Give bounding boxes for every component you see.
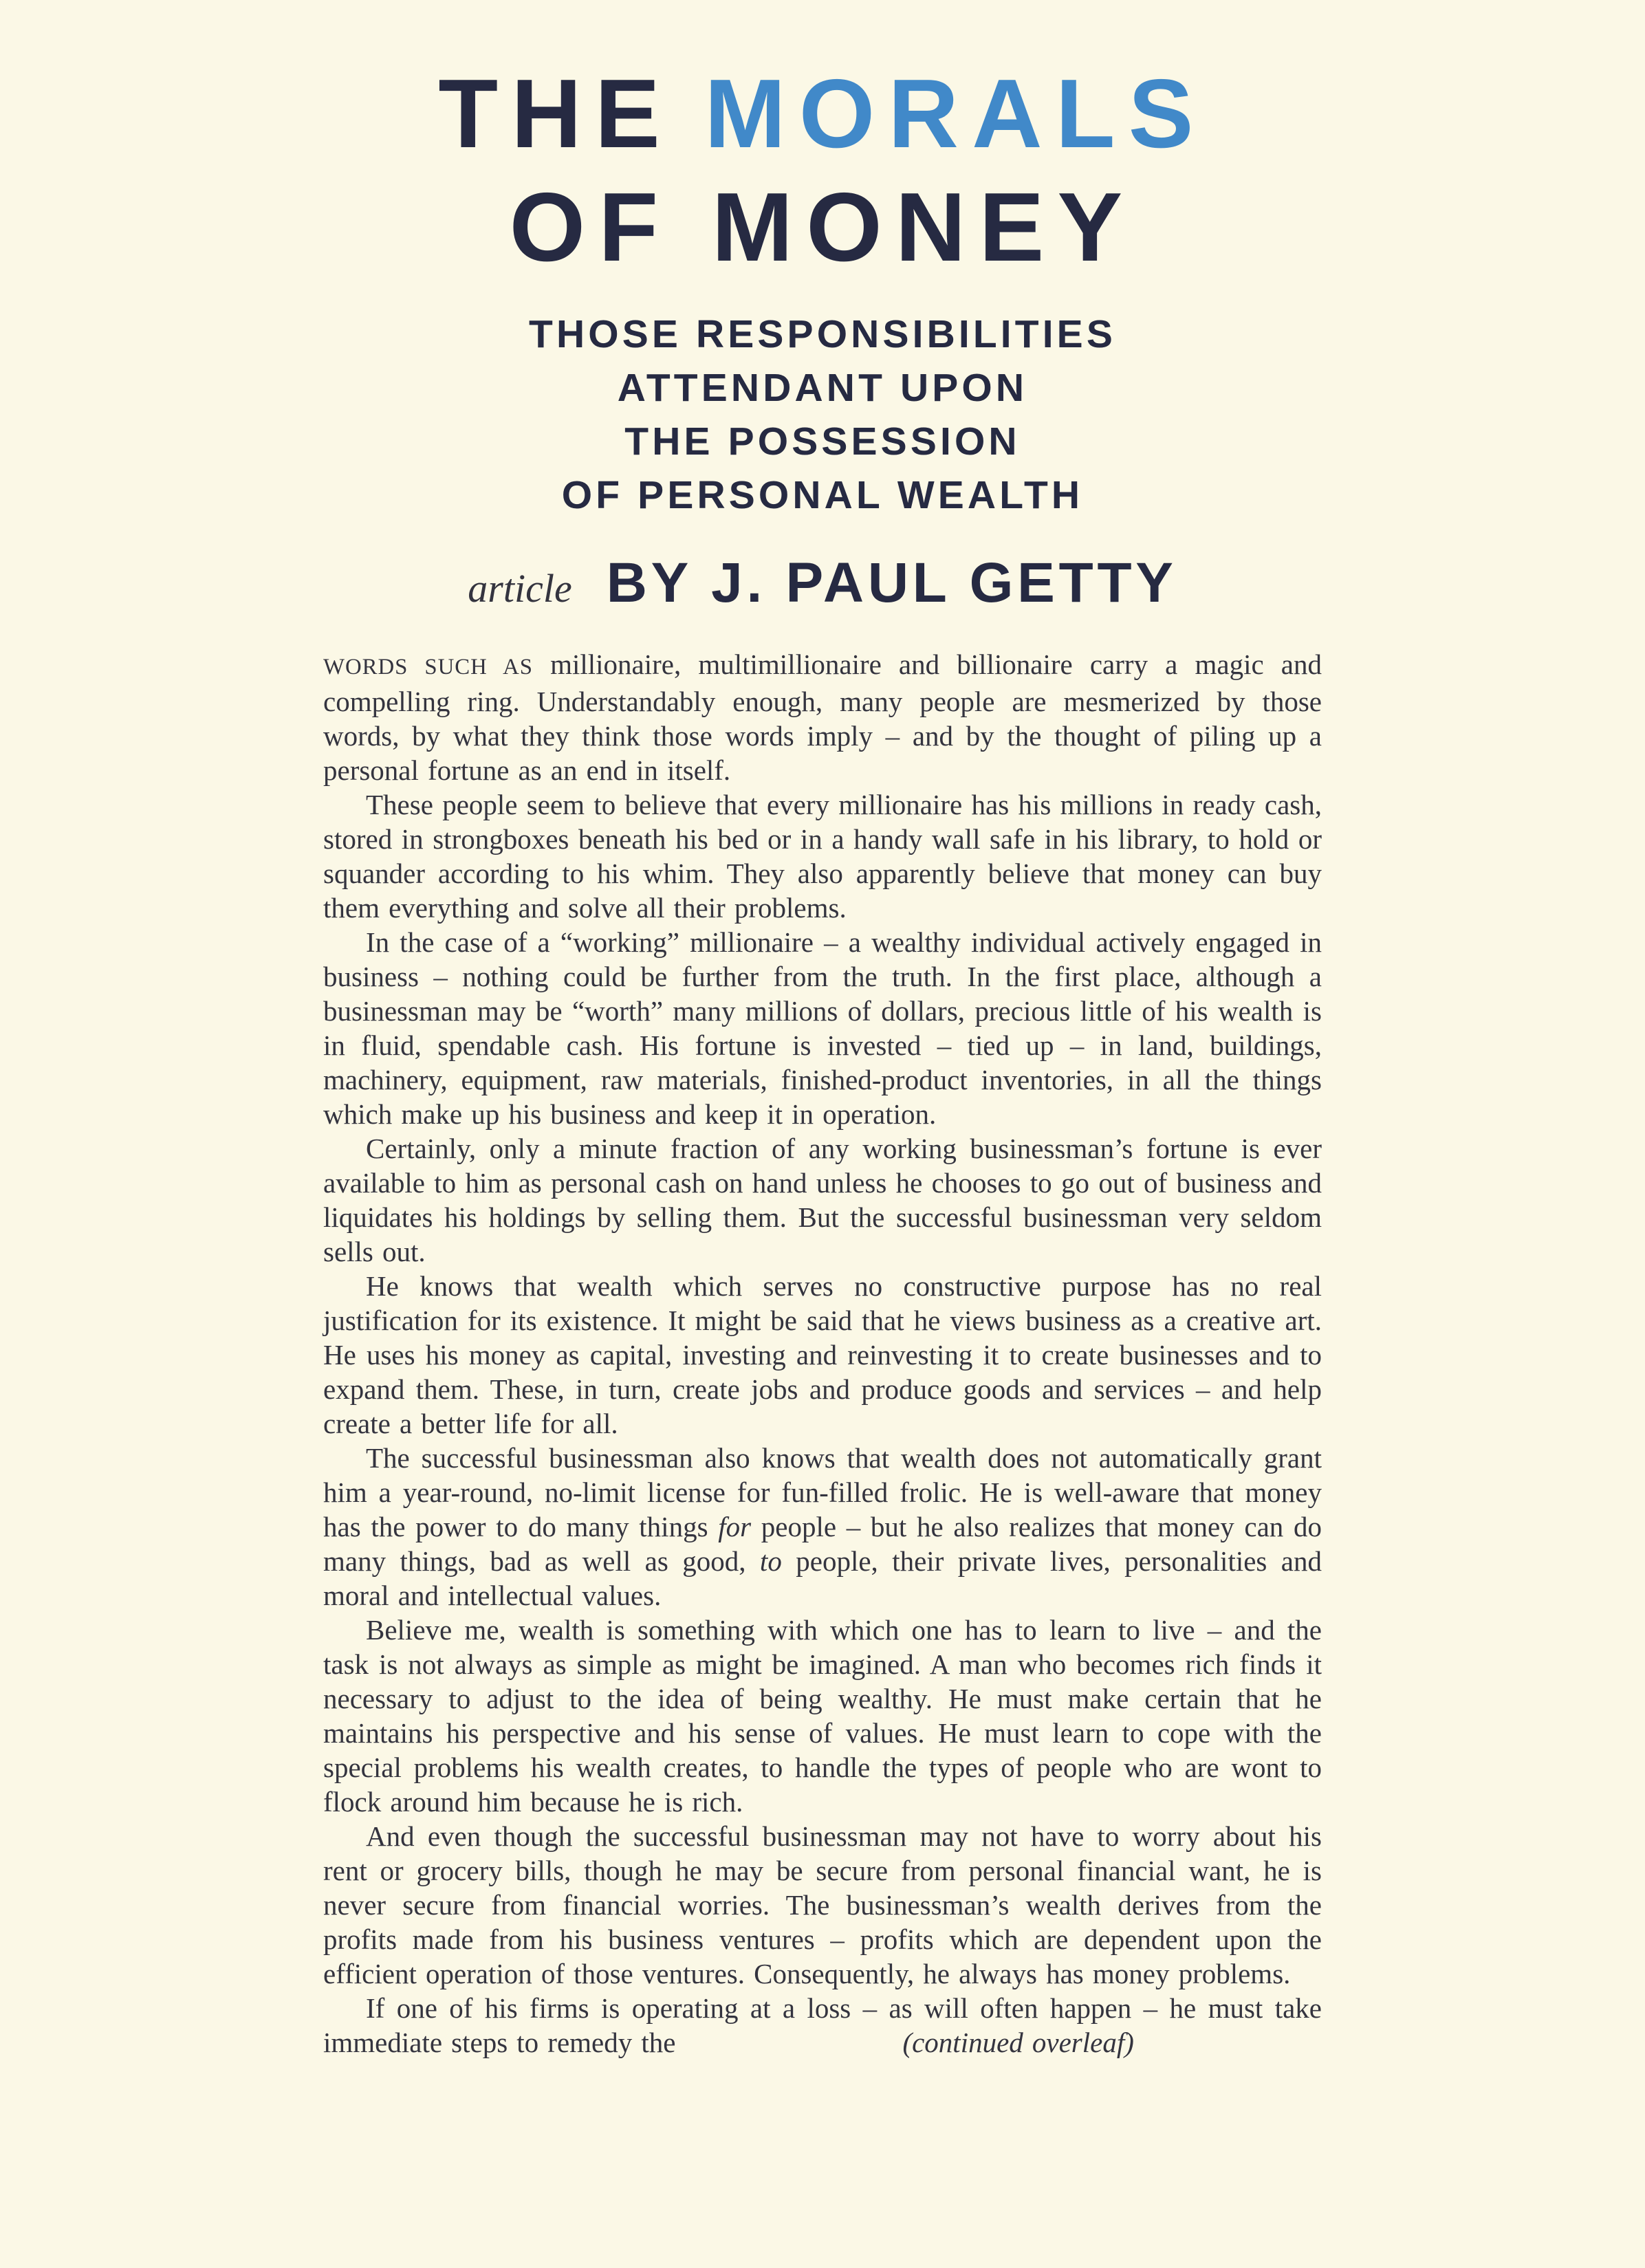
- byline: [0, 551, 1645, 615]
- paragraph-8: [323, 1819, 1322, 1991]
- body-text: Believe me, wealth is something with which one has to learn to live – and the task is not always as simple as might be imagined. A man who becomes rich finds it necessary to adjust to the idea of being wealthy. He must make certain that he maintains his perspective and his sense of values. He must learn to cope with the special problems his wealth creates, to handle the types of people who are wont to flock around him because he is rich.: [323, 1614, 1322, 1818]
- body-text: people, their private lives, personalities and moral and intellectual values.: [323, 1545, 1322, 1612]
- lead-in-smallcaps: WORDS SUCH AS: [323, 655, 533, 680]
- paragraph-3: [323, 925, 1322, 1131]
- italic-text: (continued overleaf): [902, 2027, 1134, 2059]
- byline-author: BY J. PAUL GETTY: [606, 552, 1177, 615]
- italic-text: for: [718, 1511, 752, 1543]
- subtitle-line-4: OF PERSONAL WEALTH: [561, 473, 1084, 518]
- body-text: The successful businessman also knows that wealth does not automatically grant him a year-round, no-limit license for fun-filled frolic. He is well-aware that money has the power to do many things: [323, 1442, 1322, 1543]
- italic-text: to: [759, 1545, 782, 1578]
- title-line-1: [0, 58, 1645, 171]
- article-subtitle: [0, 307, 1645, 522]
- body-text: In the case of a “working” millionaire – a wealthy individual actively engaged in business – nothing could be further from the truth. In the first place, although a businessman may be “worth” many millions of dollars, precious little of his wealth is in fluid, spendable cash. His fortune is invested – tied up – in land, buildings, machinery, equipment, raw materials, finished-product inventories, in all the things which make up his business and keep it in operation.: [323, 926, 1322, 1131]
- paragraph-9: [323, 1991, 1322, 2060]
- body-text: millionaire, multimillionaire and billionaire carry a magic and compelling ring. Understandably enough, many people are mesmerized by those words, by what they think those words imply – and by the thought of piling up a personal fortune as an end in itself.: [323, 648, 1322, 787]
- article-title: [0, 58, 1645, 284]
- title-line-2: OF MONEY: [509, 172, 1136, 282]
- paragraph-6: [323, 1441, 1322, 1613]
- body-text: Certainly, only a minute fraction of any working businessman’s fortune is ever available to him as personal cash on hand unless he chooses to go out of business and liquidates his holdings by selling them. But the successful businessman very seldom sells out.: [323, 1133, 1322, 1268]
- subtitle-line-3: THE POSSESSION: [624, 419, 1021, 464]
- article-header: [0, 58, 1645, 615]
- body-text: He knows that wealth which serves no constructive purpose has no real justification for its existence. It might be said that he views business as a creative art. He uses his money as capital, investing and reinvesting it to create businesses and to expand them. These, in turn, create jobs and produce goods and services – and help create a better life for all.: [323, 1270, 1322, 1440]
- subtitle-line-1: THOSE RESPONSIBILITIES: [529, 312, 1116, 357]
- body-text: These people seem to believe that every millionaire has his millions in ready cash, stored in strongboxes beneath his bed or in a handy wall safe in his library, to hold or squander according to his whim. They also apparently believe that money can buy them everything and solve all their problems.: [323, 789, 1322, 924]
- paragraph-5: [323, 1269, 1322, 1441]
- paragraph-1: [323, 647, 1322, 787]
- body-text: people – but he also realizes that money can do many things, bad as well as good,: [323, 1511, 1322, 1578]
- article-body: [323, 647, 1322, 2060]
- body-text: If one of his firms is operating at a loss – as will often happen – he must take immediate steps to remedy the: [323, 1992, 1322, 2059]
- subtitle-line-2: ATTENDANT UPON: [617, 366, 1028, 411]
- paragraph-7: [323, 1613, 1322, 1819]
- title-word-the: THE: [438, 59, 673, 168]
- body-text: And even though the successful businessman may not have to worry about his rent or grocery bills, though he may be secure from personal financial want, he is never secure from financial worries. The businessman’s wealth derives from the profits made from his business ventures – profits which are dependent upon the efficient operation of those ventures. Consequently, he always has money problems.: [323, 1820, 1322, 1990]
- title-word-morals: MORALS: [704, 59, 1207, 168]
- paragraph-2: [323, 787, 1322, 925]
- byline-kicker: article: [468, 566, 572, 611]
- paragraph-4: [323, 1131, 1322, 1269]
